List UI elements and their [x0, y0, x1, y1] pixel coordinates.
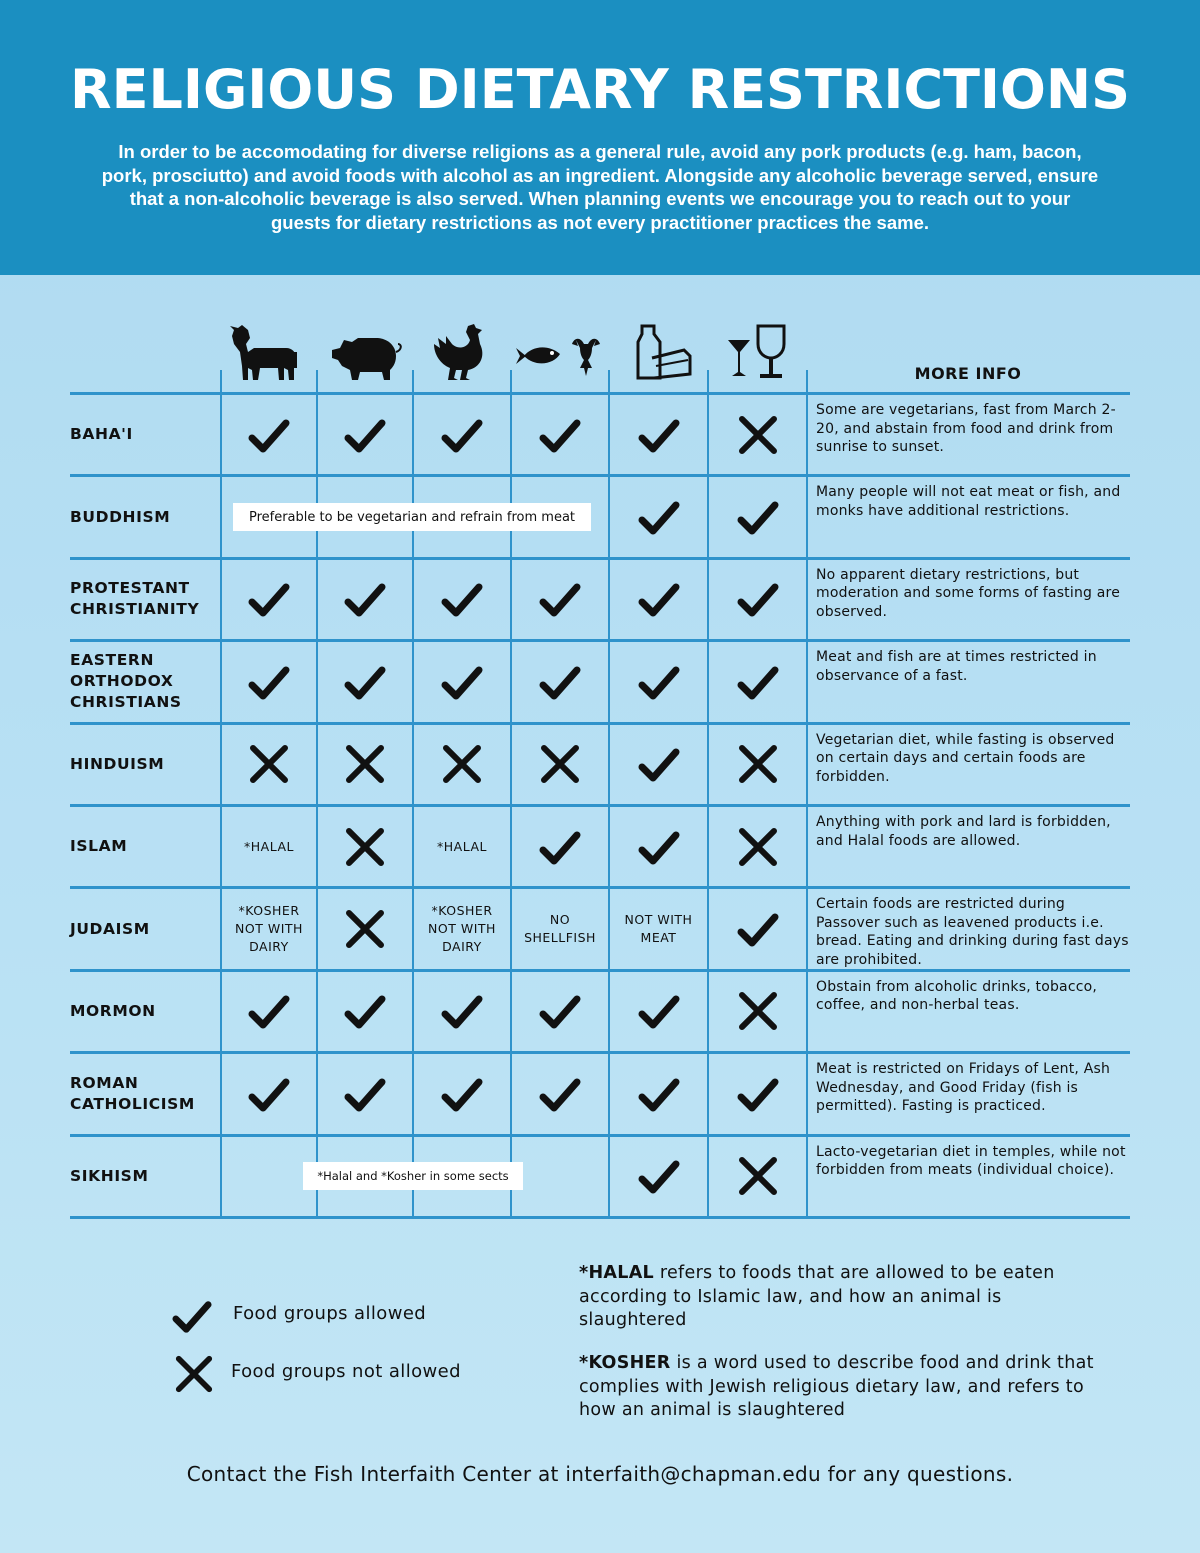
check-mark-icon — [248, 661, 290, 703]
cell-note: *HALAL — [244, 838, 294, 854]
table-cell — [512, 560, 608, 639]
table-cell — [610, 477, 707, 556]
table-cell — [414, 642, 510, 721]
table-cell — [610, 889, 707, 968]
table-cell — [222, 395, 316, 474]
cross-mark-icon — [737, 826, 779, 868]
table-cell — [318, 807, 412, 886]
table-cell — [512, 889, 608, 968]
table-cell — [414, 972, 510, 1051]
table-cell — [610, 1054, 707, 1133]
check-mark-icon — [539, 578, 581, 620]
cross-mark-icon — [737, 990, 779, 1032]
check-mark-icon — [737, 1073, 779, 1115]
table-cell — [709, 1054, 806, 1133]
more-info-text: Obstain from alcoholic drinks, tobacco, coffee, and non-herbal teas. — [816, 978, 1098, 1014]
cross-mark-icon — [344, 743, 386, 785]
table-cell — [610, 972, 707, 1051]
check-mark-icon — [638, 743, 680, 785]
page-title: RELIGIOUS DIETARY RESTRICTIONS — [69, 58, 1130, 121]
table-cell — [610, 642, 707, 721]
table-cell — [414, 889, 510, 968]
table-cell — [512, 1054, 608, 1133]
cross-mark-icon — [344, 826, 386, 868]
check-mark-icon — [737, 578, 779, 620]
check-mark-icon — [638, 1073, 680, 1115]
cross-mark-icon — [737, 1155, 779, 1197]
kosher-definition — [579, 1352, 1099, 1423]
more-info-text: Vegetarian diet, while fasting is observed on certain days and certain foods are forbidden. — [816, 731, 1115, 785]
table-cell — [414, 395, 510, 474]
table-cell — [318, 560, 412, 639]
table-cell — [222, 560, 316, 639]
check-mark-icon — [248, 414, 290, 456]
table-cell — [222, 725, 316, 804]
table-cell — [512, 395, 608, 474]
halal-text: refers to foods that are allowed to be eaten according to Islamic law, and how an animal is slaughtered — [579, 1263, 1055, 1330]
span-note-box: Preferable to be vegetarian and refrain from meat — [233, 503, 591, 531]
more-info-header: MORE INFO — [914, 364, 1022, 383]
cross-mark-icon — [737, 743, 779, 785]
table-cell — [709, 1137, 806, 1216]
check-mark-icon — [539, 826, 581, 868]
cross-mark-icon — [248, 743, 290, 785]
chicken-icon — [430, 322, 490, 382]
more-info-text: Meat and fish are at times restricted in observance of a fast. — [816, 649, 1097, 684]
more-info-text: No apparent dietary restrictions, but moderation and some forms of fasting are observed. — [816, 566, 1121, 620]
table-cell — [610, 560, 707, 639]
check-mark-icon — [638, 990, 680, 1032]
contact-line: Contact the Fish Interfaith Center at interfaith@chapman.edu for any questions. — [186, 1462, 1014, 1486]
more-info-text: Certain foods are restricted during Passover such as leavened products i.e. bread. Eating and drinking during fast days are prohibited. — [816, 896, 1129, 968]
table-cell — [318, 395, 412, 474]
table-cell — [512, 972, 608, 1051]
check-mark-icon — [638, 414, 680, 456]
cross-mark-icon — [737, 414, 779, 456]
table-column-divider — [806, 370, 808, 1218]
table-cell — [222, 1054, 316, 1133]
check-mark-icon — [638, 826, 680, 868]
table-row-divider — [70, 1216, 1130, 1219]
check-mark-icon — [539, 414, 581, 456]
legend-not-allowed-label: Food groups not allowed — [231, 1361, 461, 1382]
table-cell — [512, 1137, 608, 1216]
table-cell — [318, 972, 412, 1051]
halal-definition — [579, 1262, 1099, 1333]
table-cell — [709, 889, 806, 968]
table-cell — [318, 725, 412, 804]
table-cell — [222, 889, 316, 968]
religion-label: SIKHISM — [70, 1166, 149, 1185]
check-mark-icon — [737, 661, 779, 703]
table-cell — [610, 1137, 707, 1216]
table-cell — [414, 560, 510, 639]
more-info-text: Lacto-vegetarian diet in temples, while not forbidden from meats (individual choice). — [816, 1143, 1126, 1179]
table-cell — [709, 972, 806, 1051]
table-cell — [709, 725, 806, 804]
more-info-text: Anything with pork and lard is forbidden, and Halal foods are allowed. — [816, 814, 1111, 849]
table-cell — [318, 889, 412, 968]
check-mark-icon — [737, 908, 779, 950]
table-cell — [709, 642, 806, 721]
check-mark-icon — [737, 496, 779, 538]
check-mark-icon — [638, 661, 680, 703]
table-cell — [610, 395, 707, 474]
fish-shellfish-icon — [514, 334, 606, 380]
check-mark-icon — [248, 1073, 290, 1115]
table-cell — [318, 642, 412, 721]
more-info-text: Many people will not eat meat or fish, and monks have additional restrictions. — [816, 484, 1121, 519]
cross-mark-icon — [174, 1354, 214, 1394]
dairy-icon — [632, 322, 694, 382]
religion-label: PROTESTANT CHRISTIANITY — [70, 579, 200, 619]
table-cell — [610, 725, 707, 804]
check-mark-icon — [344, 990, 386, 1032]
span-note-box: *Halal and *Kosher in some sects — [303, 1162, 523, 1190]
table-cell — [709, 477, 806, 556]
cow-icon — [228, 322, 300, 382]
check-mark-icon — [441, 414, 483, 456]
table-cell — [512, 807, 608, 886]
check-mark-icon — [441, 578, 483, 620]
religion-label: ROMAN CATHOLICISM — [70, 1073, 195, 1113]
check-mark-icon — [638, 1155, 680, 1197]
check-mark-icon — [441, 661, 483, 703]
table-cell — [318, 1054, 412, 1133]
check-mark-icon — [441, 990, 483, 1032]
header-banner — [0, 0, 1200, 275]
check-mark-icon — [344, 414, 386, 456]
check-mark-icon — [344, 661, 386, 703]
religion-label: ISLAM — [70, 837, 128, 856]
table-cell — [222, 807, 316, 886]
check-mark-icon — [638, 578, 680, 620]
cell-note: *HALAL — [437, 838, 487, 854]
cross-mark-icon — [344, 908, 386, 950]
cell-note: *KOSHER NOT WITH DAIRY — [235, 903, 303, 955]
check-mark-icon — [344, 578, 386, 620]
table-cell — [414, 1054, 510, 1133]
more-info-text: Meat is restricted on Fridays of Lent, Ash Wednesday, and Good Friday (fish is permitted). Fasting is practiced. — [816, 1061, 1111, 1115]
table-cell — [709, 807, 806, 886]
table-cell — [709, 560, 806, 639]
cell-note: *KOSHER NOT WITH DAIRY — [428, 903, 496, 955]
cross-mark-icon — [441, 743, 483, 785]
check-mark-icon — [344, 1073, 386, 1115]
table-cell — [222, 972, 316, 1051]
kosher-text: is a word used to describe food and drink that complies with Jewish religious dietary law, and refers to how an animal is slaughtered — [579, 1353, 1094, 1420]
legend-allowed-label: Food groups allowed — [233, 1303, 427, 1324]
halal-term: *HALAL — [579, 1263, 654, 1283]
table-cell — [709, 395, 806, 474]
table-cell — [512, 725, 608, 804]
table-cell — [512, 642, 608, 721]
religion-label: MORMON — [70, 1001, 156, 1020]
check-mark-icon — [248, 990, 290, 1032]
table-cell — [222, 642, 316, 721]
cell-note: NO SHELLFISH — [524, 912, 596, 946]
religion-label: BAHA'I — [70, 425, 133, 444]
table-cell — [414, 807, 510, 886]
table-cell — [222, 1137, 316, 1216]
check-mark-icon — [441, 1073, 483, 1115]
check-mark-icon — [539, 1073, 581, 1115]
intro-paragraph: In order to be accomodating for diverse religions as a general rule, avoid any pork products (e.g. ham, bacon, pork, prosciutto) and avoid foods with alcohol as an ingredient. Alongside any alcoholic beverage served, ensure that a non-alcoholic beverage is also served. When planning events we encourage you to reach out to your guests for dietary restrictions as not every practitioner practices the same. — [101, 141, 1099, 233]
check-mark-icon — [172, 1296, 212, 1336]
religion-label: HINDUISM — [70, 754, 165, 773]
check-mark-icon — [248, 578, 290, 620]
check-mark-icon — [539, 990, 581, 1032]
alcohol-icon — [726, 322, 790, 382]
religion-label: BUDDHISM — [70, 507, 171, 526]
check-mark-icon — [638, 496, 680, 538]
cell-note: NOT WITH MEAT — [624, 912, 693, 946]
table-cell — [414, 725, 510, 804]
religion-label: EASTERN ORTHODOX CHRISTIANS — [70, 651, 182, 712]
pig-icon — [330, 330, 402, 382]
kosher-term: *KOSHER — [579, 1353, 671, 1373]
table-cell — [610, 807, 707, 886]
cross-mark-icon — [539, 743, 581, 785]
check-mark-icon — [539, 661, 581, 703]
religion-label: JUDAISM — [70, 919, 150, 938]
more-info-text: Some are vegetarians, fast from March 2-20, and abstain from food and drink from sunrise to sunset. — [816, 402, 1116, 455]
